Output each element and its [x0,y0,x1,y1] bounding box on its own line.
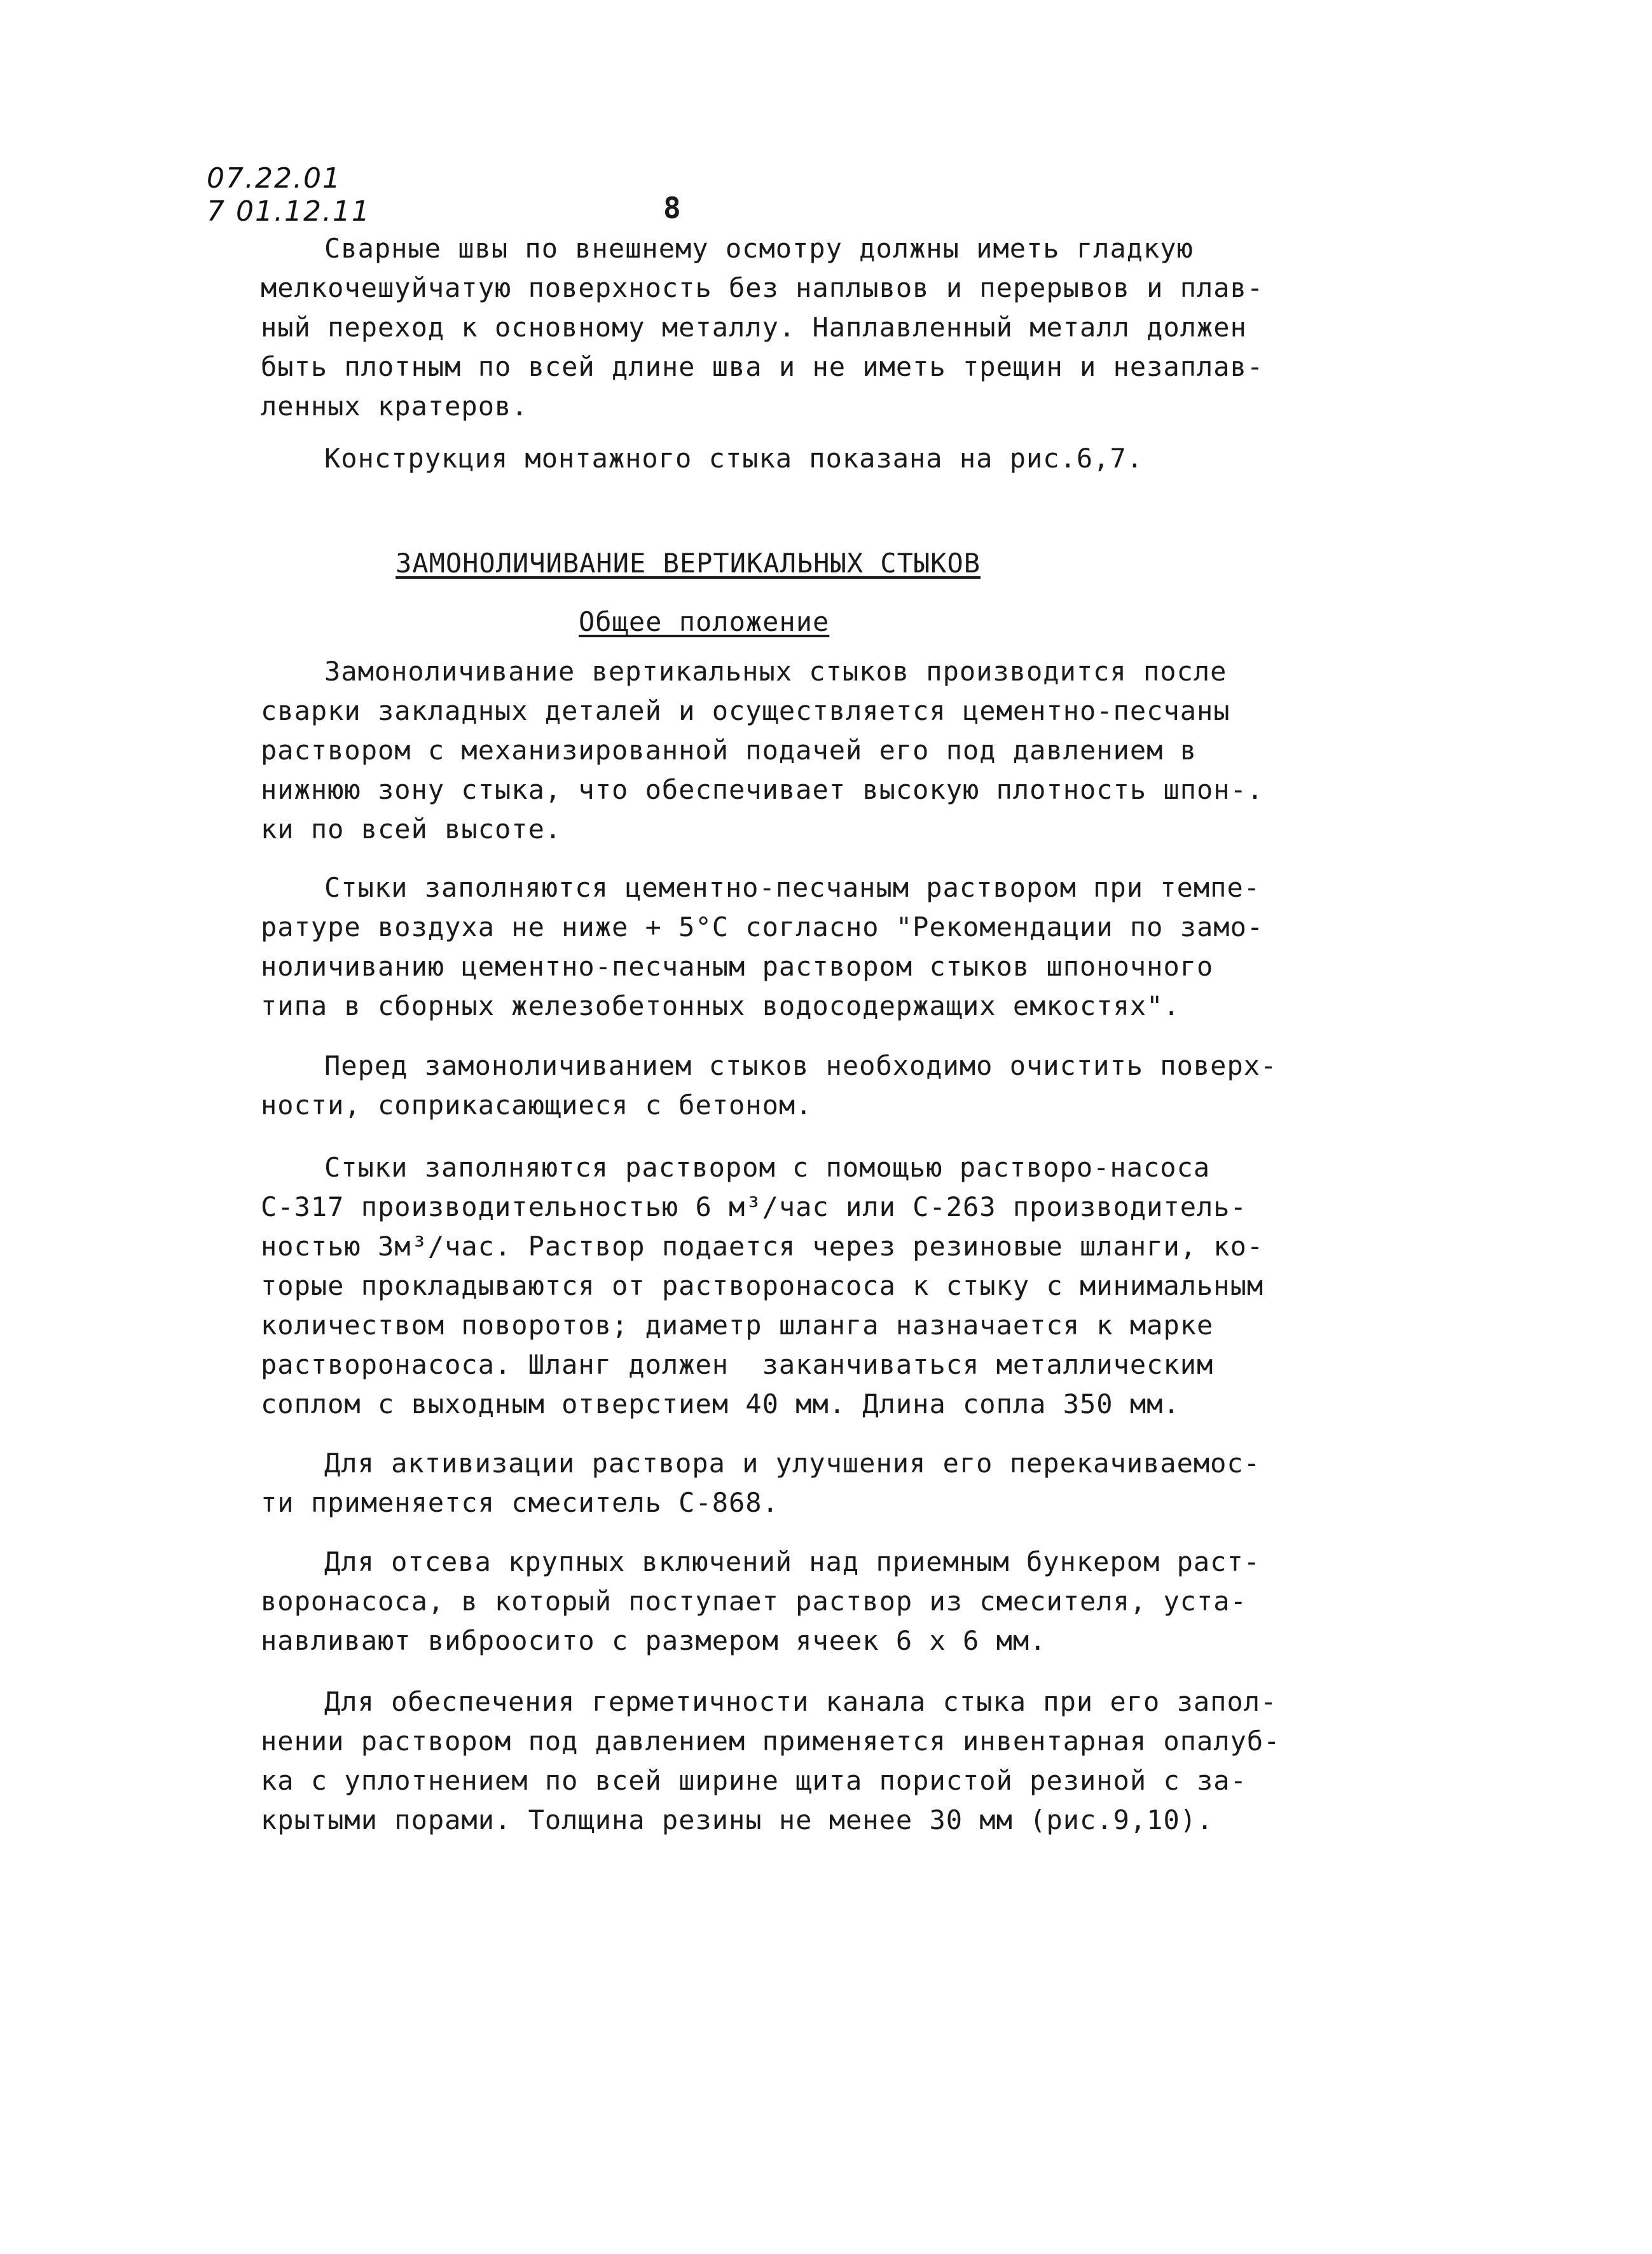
paragraph-2 [261,868,1291,1026]
text-line: С-317 производительностью 6 м³/час или С-263 производитель- [261,1191,1247,1222]
text-line: Стыки заполняются цементно-песчаным раствором при темпе- [324,872,1261,903]
text-line: Для обеспечения герметичности канала стыка при его запол- [324,1686,1277,1717]
paragraph-3 [261,1046,1291,1125]
text-line: Перед замоноличиванием стыков необходимо очистить поверх- [324,1050,1277,1081]
text-line: мелкочешуйчатую поверхность без наплывов и перерывов и плав- [261,272,1264,303]
text-line: нижнюю зону стыка, что обеспечивает высокую плотность шпон-. [261,774,1264,805]
text-line: ленных кратеров. [261,391,528,422]
text-line: раствором с механизированной подачей его под давлением в [261,735,1197,766]
text-line: ности, соприкасающиеся с бетоном. [261,1089,813,1121]
text-line: Конструкция монтажного стыка показана на рис.6,7. [324,443,1144,474]
text-line: типа в сборных железобетонных водосодержащих емкостях". [261,990,1180,1021]
text-line: нении раствором под давлением применяется инвентарная опалуб- [261,1725,1281,1757]
text-line: ностью 3м³/час. Раствор подается через резиновые шланги, ко- [261,1231,1264,1262]
text-line: Для отсева крупных включений над приемным бункером раст- [324,1546,1261,1577]
text-line: растворонасоса. Шланг должен заканчиваться металлическим [261,1349,1214,1380]
text-line: торые прокладываются от растворонасоса к стыку с минимальным [261,1270,1264,1301]
paragraph-6 [261,1542,1291,1661]
text-line: навливают виброосито с размером ячеек 6 х 6 мм. [261,1625,1047,1656]
text-line: Сварные швы по внешнему осмотру должны иметь гладкую [324,233,1194,264]
text-line: ный переход к основному металлу. Наплавленный металл должен [261,312,1247,343]
text-line: воронасоса, в который поступает раствор из смесителя, уста- [261,1586,1247,1617]
text-line: быть плотным по всей длине шва и не иметь трещин и незаплав- [261,351,1264,382]
text-line: ти применяется смеситель С-868. [261,1487,779,1518]
text-line: Для активизации раствора и улучшения его перекачиваемос- [324,1448,1261,1479]
text-line: сварки закладных деталей и осуществляется цементно-песчаны [261,695,1230,726]
text-line: ки по всей высоте. [261,813,562,845]
document-code-2: 7 01.12.11 [207,195,371,228]
text-line: Замоноличивание вертикальных стыков производится после [324,656,1227,687]
paragraph-5 [261,1444,1291,1523]
paragraph-7 [261,1682,1291,1840]
text-line: количеством поворотов; диаметр шланга назначается к марке [261,1310,1214,1341]
text-line: крытыми порами. Толщина резины не менее 30 мм (рис.9,10). [261,1804,1214,1836]
text-line: ка с уплотнением по всей ширине щита пористой резиной с за- [261,1765,1247,1796]
subsection-heading: Общее положение [579,606,830,637]
section-heading: ЗАМОНОЛИЧИВАНИЕ ВЕРТИКАЛЬНЫХ СТЫКОВ [396,548,981,579]
text-line: Стыки заполняются раствором с помощью растворо-насоса [324,1152,1211,1183]
text-line: ратуре воздуха не ниже + 5°C согласно "Рекомендации по замо- [261,911,1264,943]
document-code-1: 07.22.01 [207,162,341,195]
text-line: соплом с выходным отверстием 40 мм. Длина сопла 350 мм. [261,1388,1180,1420]
paragraph-construction [261,439,1291,478]
text-line: ноличиванию цементно-песчаным раствором стыков шпоночного [261,951,1214,982]
page-number: 8 [663,191,681,225]
paragraph-welds [261,229,1291,426]
paragraph-1 [261,652,1291,849]
paragraph-4 [261,1148,1291,1424]
